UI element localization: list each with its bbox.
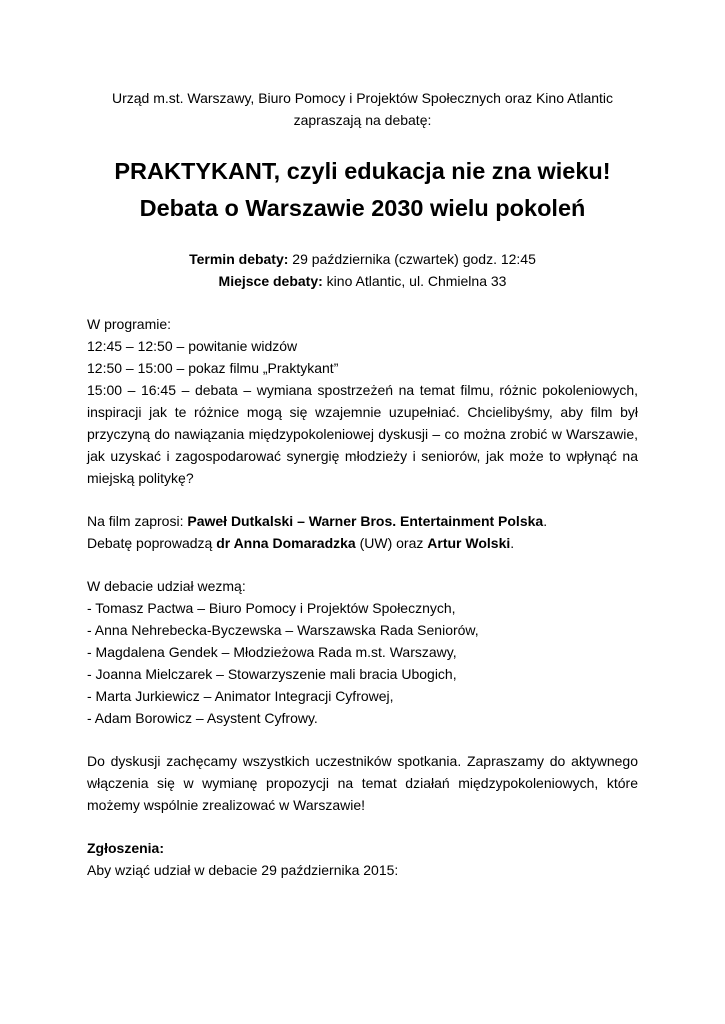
participant-item: - Marta Jurkiewicz – Animator Integracji Cyfrowej, — [87, 688, 394, 704]
registration-section — [87, 837, 638, 881]
debate-moderators — [87, 532, 638, 554]
title-line-2: Debata o Warszawie 2030 wielu pokoleń — [139, 195, 586, 221]
program-heading: W programie: — [87, 316, 172, 332]
intro-line-1: Urząd m.st. Warszawy, Biuro Pomocy i Projektów Społecznych oraz Kino Atlantic — [111, 90, 614, 106]
participants-section — [87, 575, 638, 729]
moderators-suffix: . — [510, 535, 515, 551]
participant-item: - Adam Borowicz – Asystent Cyfrowy. — [87, 710, 318, 726]
event-date-value: 29 października (czwartek) godz. 12:45 — [288, 251, 536, 267]
event-date — [87, 248, 638, 270]
moderator-2: Artur Wolski — [427, 535, 511, 551]
moderators-middle: (UW) oraz — [355, 535, 428, 551]
program-item: 12:45 – 12:50 – powitanie widzów — [87, 338, 298, 354]
intro-line-2: zapraszają na debatę: — [293, 112, 432, 128]
event-date-label: Termin debaty: — [189, 251, 289, 267]
event-place-label: Miejsce debaty: — [218, 273, 323, 289]
closing-paragraph: Do dyskusji zachęcamy wszystkich uczestników spotkania. Zapraszamy do aktywnego włączenia się w wymianę propozycji na temat działań międzypokoleniowych, które możemy wspólnie zrealizować w Warszawie! — [87, 753, 638, 813]
event-place — [87, 270, 638, 292]
event-details — [87, 248, 638, 292]
film-invite-prefix: Na film zaprosi: — [87, 513, 188, 529]
film-invite-suffix: . — [543, 513, 548, 529]
title-line-1: PRAKTYKANT, czyli edukacja nie zna wieku! — [114, 158, 611, 184]
participant-item: - Tomasz Pactwa – Biuro Pomocy i Projektów Społecznych, — [87, 600, 456, 616]
invite-section — [87, 510, 638, 554]
document-title — [87, 153, 638, 227]
registration-text: Aby wziąć udział w debacie 29 października 2015: — [87, 862, 399, 878]
participant-item: - Magdalena Gendek – Młodzieżowa Rada m.st. Warszawy, — [87, 644, 457, 660]
program-section — [87, 313, 638, 489]
moderator-1: dr Anna Domaradzka — [216, 535, 356, 551]
participant-item: - Anna Nehrebecka-Byczewska – Warszawska Rada Seniorów, — [87, 622, 479, 638]
intro-text — [87, 87, 638, 131]
film-invite-person: Paweł Dutkalski – Warner Bros. Entertainment Polska — [187, 513, 544, 529]
event-place-value: kino Atlantic, ul. Chmielna 33 — [322, 273, 507, 289]
participants-heading: W debacie udział wezmą: — [87, 578, 246, 594]
program-item-debate: 15:00 – 16:45 – debata – wymiana spostrzeżeń na temat filmu, różnic pokoleniowych, inspiracji jak te różnice mogą się wzajemnie uzupełniać. Chcielibyśmy, aby film był przyczyną do nawiązania międzypokoleniowej dyskusji – co można zrobić w Warszawie, jak uzyskać i zagospodarować synergię młodzieży i seniorów, jak może to wpłynąć na miejską politykę? — [87, 382, 638, 486]
moderators-prefix: Debatę poprowadzą — [87, 535, 217, 551]
participant-item: - Joanna Mielczarek – Stowarzyszenie mali bracia Ubogich, — [87, 666, 457, 682]
document-content — [87, 87, 638, 881]
registration-heading: Zgłoszenia: — [87, 840, 165, 856]
program-item: 12:50 – 15:00 – pokaz filmu „Praktykant” — [87, 360, 339, 376]
film-invite — [87, 510, 638, 532]
